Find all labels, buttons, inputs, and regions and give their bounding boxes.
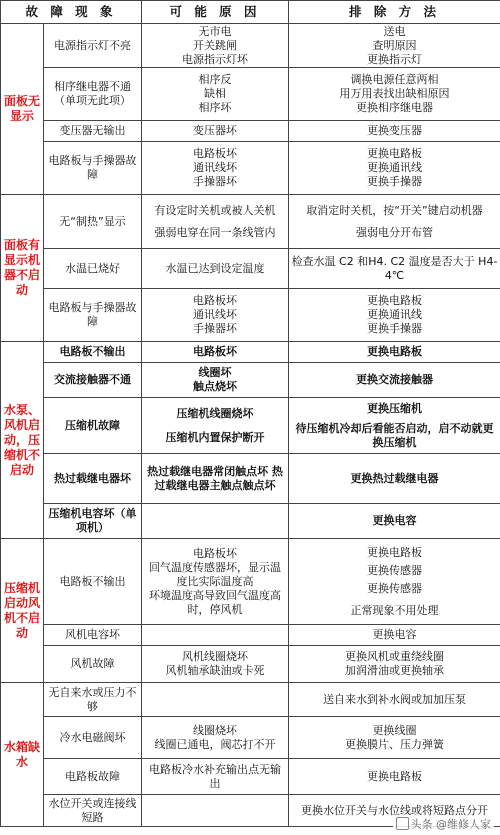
symptom-cell: 电路板不输出 [44, 342, 142, 363]
header-cause: 可 能 原 因 [142, 1, 289, 24]
symptom-cell: 相序继电器不通（单项无此项） [44, 68, 142, 121]
symptom-cell: 风机故障 [44, 646, 142, 683]
cause-cell: 变压器坏 [142, 121, 289, 142]
symptom-cell: 交流接触器不通 [44, 363, 142, 398]
symptom-cell: 电路板与手操器故障 [44, 289, 142, 342]
cause-cell: 电路板坏 回气温度传感器坏，显示温度比实际温度高 环境温度高导致回气温度高时，停风机 [142, 539, 289, 625]
table-row [1, 121, 500, 142]
cause-cell [142, 625, 289, 646]
fix-cell: 更换线圈 更换膜片、压力弹簧 [289, 717, 500, 759]
cause-cell: 线圈烧坏 线圈已通电，阀芯打不开 [142, 717, 289, 759]
fix-cell: 检查水温 C2 和H4. C2 温度是否大于 H4-4℃ [289, 249, 500, 289]
header-symptom: 故 障 现 象 [1, 1, 142, 24]
fix-cell: 送电 查明原因 更换指示灯 [289, 24, 500, 68]
fix-cell: 更换压缩机 待压缩机冷却后看能否启动，启不动就更换压缩机 [289, 398, 500, 454]
symptom-cell: 电路板不输出 [44, 539, 142, 625]
symptom-cell: 水位开关或连接线短路 [44, 795, 142, 827]
fix-cell: 调换电源任意两相 用万用表找出缺相原因 更换相序继电器 [289, 68, 500, 121]
symptom-cell: 风机电容坏 [44, 625, 142, 646]
table-row [1, 68, 500, 121]
table-row [1, 504, 500, 539]
fix-cell: 取消定时关机，按“开关”键启动机器 强弱电分开布管 [289, 195, 500, 249]
fix-cell: 更换电路板 更换通讯线 更换手操器 [289, 142, 500, 195]
symptom-cell: 电路板与手操器故障 [44, 142, 142, 195]
table-row [1, 24, 500, 68]
cause-cell: 线圈坏 触点烧坏 [142, 363, 289, 398]
symptom-cell: 无“制热”显示 [44, 195, 142, 249]
cause-cell: 热过载继电器常闭触点坏 热过载继电器主触点触点坏 [142, 454, 289, 504]
symptom-cell: 电源指示灯不亮 [44, 24, 142, 68]
fix-cell: 更换电路板 更换传感器 更换传感器 正常现象不用处理 [289, 539, 500, 625]
table-row [1, 249, 500, 289]
fix-cell: 送自来水到补水阀或加加压泵 [289, 683, 500, 717]
fix-cell: 更换电路板 更换通讯线 更换手操器 [289, 289, 500, 342]
table-row [1, 142, 500, 195]
cause-cell [142, 504, 289, 539]
symptom-cell: 无自来水或压力不够 [44, 683, 142, 717]
table-row [1, 625, 500, 646]
table-row [1, 195, 500, 249]
cause-cell [142, 683, 289, 717]
cause-cell: 电路板坏 [142, 342, 289, 363]
table-row [1, 759, 500, 795]
cause-cell: 压缩机线圈烧坏 压缩机内置保护断开 [142, 398, 289, 454]
symptom-cell: 电路板故障 [44, 759, 142, 795]
cause-cell: 水温已达到设定温度 [142, 249, 289, 289]
watermark: 头条 @维修人家 [393, 816, 495, 832]
symptom-cell: 变压器无输出 [44, 121, 142, 142]
cause-cell: 电路板坏 通讯线坏 手操器坏 [142, 289, 289, 342]
header-fix: 排 除 方 法 [289, 1, 500, 24]
cause-cell: 无市电 开关跳闸 电源指示灯坏 [142, 24, 289, 68]
cause-cell: 相序反 缺相 相序坏 [142, 68, 289, 121]
cause-cell: 电路板冷水补充输出点无输出 [142, 759, 289, 795]
symptom-cell: 压缩机故障 [44, 398, 142, 454]
table-row [1, 363, 500, 398]
cause-cell: 风机线圈烧坏 风机轴承缺油或卡死 [142, 646, 289, 683]
table-row [1, 398, 500, 454]
fix-cell: 更换电路板 [289, 342, 500, 363]
fix-cell: 更换电容 [289, 625, 500, 646]
fix-cell: 更换变压器 [289, 121, 500, 142]
table-header-row [1, 1, 500, 24]
table-row [1, 717, 500, 759]
fix-cell: 更换交流接触器 [289, 363, 500, 398]
cause-cell: 有设定时关机或被人关机 强弱电穿在同一条线管内 [142, 195, 289, 249]
table-row [1, 539, 500, 625]
table-row [1, 454, 500, 504]
fix-cell: 更换电容 [289, 504, 500, 539]
fix-cell: 更换电路板 [289, 759, 500, 795]
fix-cell: 更换风机或重绕线圈 加润滑油或更换轴承 [289, 646, 500, 683]
category-display-no-start: 面板有显示机器不启动 [1, 195, 44, 342]
table-row [1, 683, 500, 717]
table-row [1, 646, 500, 683]
toutiao-logo-icon [396, 817, 409, 830]
fix-cell: 更换热过载继电器 [289, 454, 500, 504]
category-tank-no-water: 水箱缺水 [1, 683, 44, 827]
table-row [1, 289, 500, 342]
symptom-cell: 冷水电磁阀坏 [44, 717, 142, 759]
fix-cell: 更换水位开关与水位线或将短路点分开 [289, 795, 500, 827]
category-compressor-no-start: 水泵、风机启动，压缩机不启动 [1, 342, 44, 539]
cause-cell: 电路板坏 通讯线坏 手操器坏 [142, 142, 289, 195]
table-row [1, 342, 500, 363]
category-no-display: 面板无显示 [1, 24, 44, 195]
category-fan-no-start: 压缩机启动风机不启动 [1, 539, 44, 683]
symptom-cell: 水温已烧好 [44, 249, 142, 289]
symptom-cell: 热过载继电器坏 [44, 454, 142, 504]
symptom-cell: 压缩机电容坏（单项机） [44, 504, 142, 539]
cause-cell [142, 795, 289, 827]
